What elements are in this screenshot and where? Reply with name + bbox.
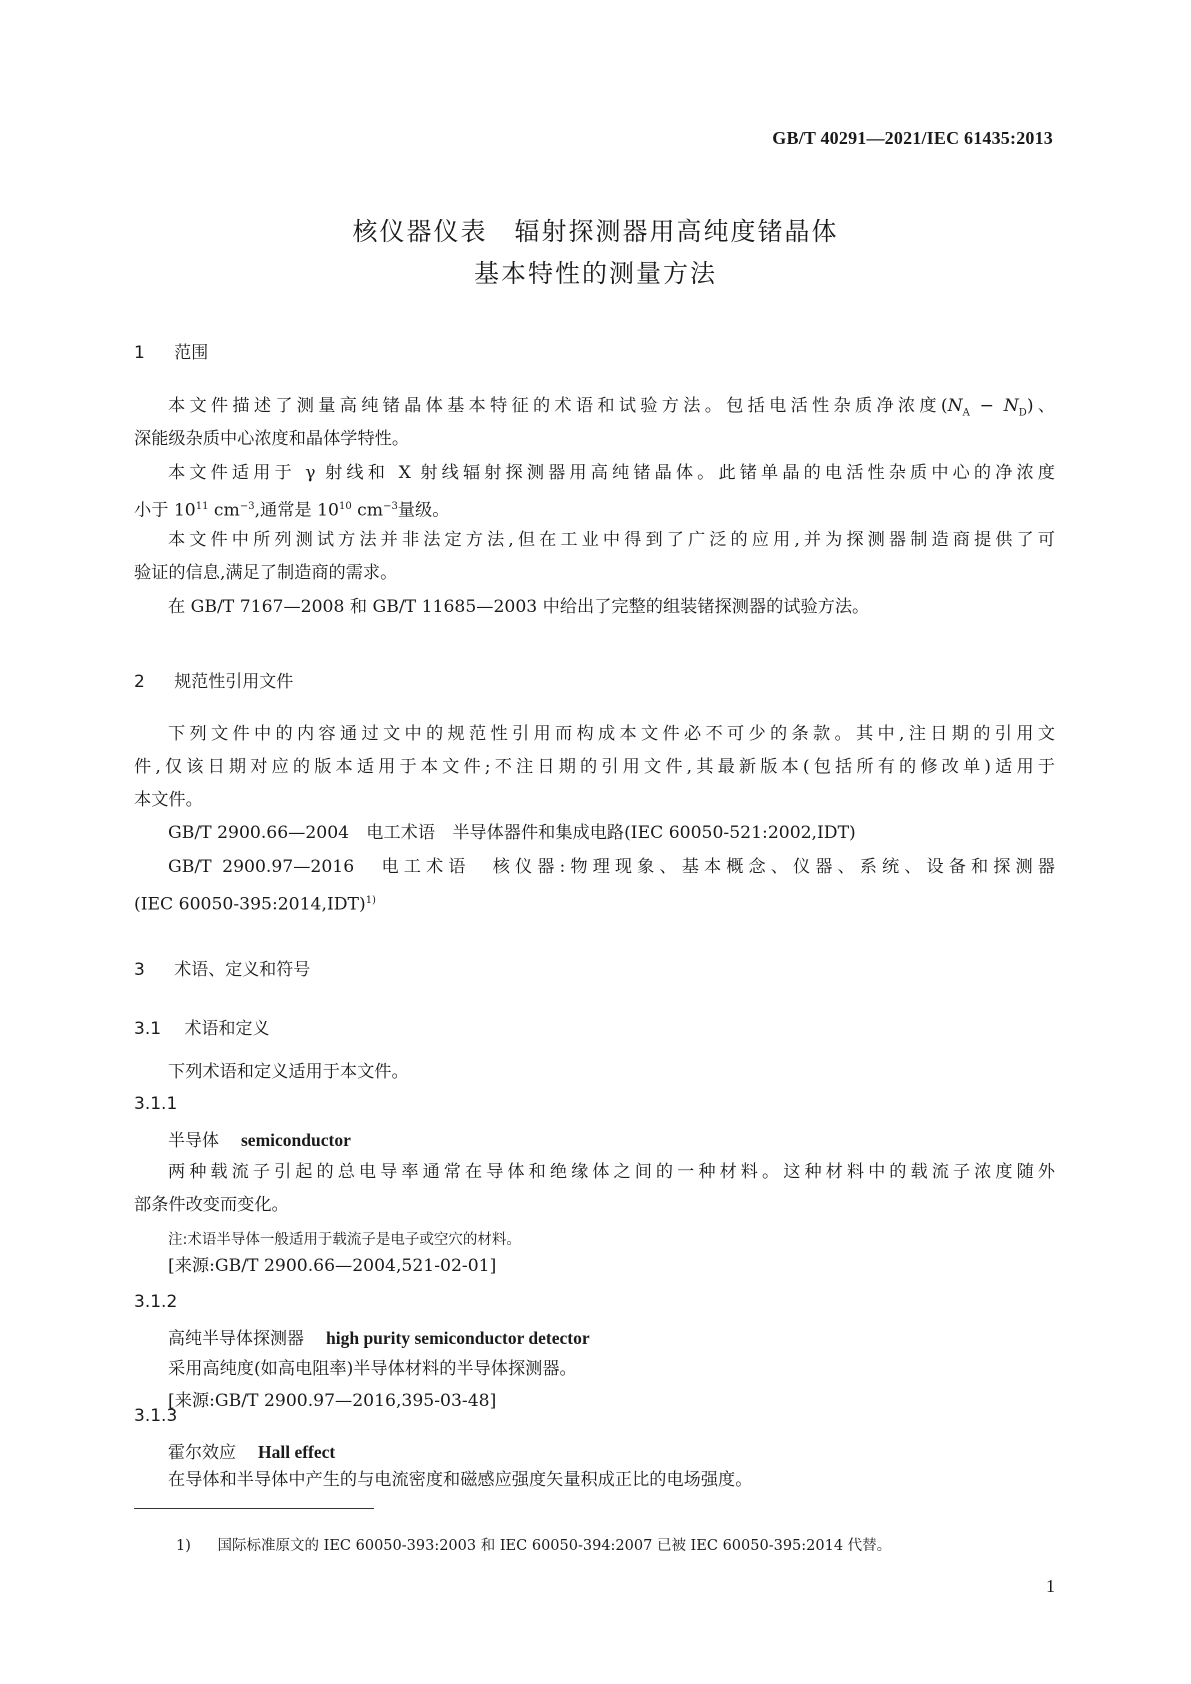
section-number: 3 bbox=[134, 960, 145, 980]
section-number: 1 bbox=[134, 343, 145, 363]
section-1-paragraph-2-line-2: 小于 $10^{11}$ $cm^{-3}$,通常是 $10^{10}$ $cm^{-3}$量级。 bbox=[134, 500, 450, 521]
footnote-separator bbox=[134, 1508, 374, 1509]
section-title: 规范性引用文件 bbox=[174, 672, 294, 692]
document-title-line2: 基本特性的测量方法 bbox=[473, 259, 717, 288]
section-title: 范围 bbox=[174, 343, 209, 363]
terms-intro: 下列术语和定义适用于本文件。 bbox=[168, 1062, 409, 1082]
section-1-paragraph-1-line-1: 本文件描述了测量高纯锗晶体基本特征的术语和试验方法。包括电活性杂质净浓度$(N_A - N_D)$、 bbox=[168, 396, 1055, 419]
section-2-heading bbox=[134, 667, 293, 692]
section-2-paragraph-line-1: 下列文件中的内容通过文中的规范性引用而构成本文件必不可少的条款。其中,注日期的引用文 bbox=[168, 724, 1055, 744]
term-3-1-3-number: 3.1.3 bbox=[134, 1406, 178, 1426]
term-3-1-3-definition: 在导体和半导体中产生的与电流密度和磁感应强度矢量积成正比的电场强度。 bbox=[168, 1470, 753, 1490]
term-3-1-2-title bbox=[168, 1324, 590, 1349]
normative-reference-1: GB/T 2900.66—2004 电工术语 半导体器件和集成电路(IEC 60050-521:2002,IDT) bbox=[168, 823, 856, 843]
term-3-1-1-number: 3.1.1 bbox=[134, 1094, 178, 1114]
term-3-1-1-title bbox=[168, 1126, 351, 1151]
normative-reference-2-line-2: (IEC 60050-395:2014,IDT)$^{1)}$ bbox=[134, 894, 376, 915]
subsection-number: 3.1 bbox=[134, 1019, 162, 1039]
standard-number: GB/T 40291—2021/IEC 61435:2013 bbox=[772, 128, 1053, 148]
term-3-1-2-number: 3.1.2 bbox=[134, 1292, 178, 1312]
term-english: semiconductor bbox=[241, 1130, 351, 1150]
note-label: 注: bbox=[168, 1232, 188, 1248]
section-1-paragraph-3-line-1: 本文件中所列测试方法并非法定方法,但在工业中得到了广泛的应用,并为探测器制造商提供了可 bbox=[168, 530, 1055, 550]
term-chinese: 半导体 bbox=[168, 1131, 219, 1151]
footnote-reference: 1) bbox=[365, 895, 376, 906]
footnote bbox=[176, 1534, 891, 1555]
section-1-heading bbox=[134, 338, 208, 363]
page-number: 1 bbox=[1046, 1576, 1055, 1596]
term-english: Hall effect bbox=[258, 1442, 336, 1462]
term-chinese: 高纯半导体探测器 bbox=[168, 1329, 304, 1349]
term-3-1-3-title bbox=[168, 1438, 335, 1463]
section-2-paragraph-line-3: 本文件。 bbox=[134, 790, 203, 810]
section-3-heading bbox=[134, 955, 310, 980]
term-3-1-2-source: [来源:GB/T 2900.97—2016,395-03-48] bbox=[168, 1391, 497, 1411]
term-3-1-1-definition-line-1: 两种载流子引起的总电导率通常在导体和绝缘体之间的一种材料。这种材料中的载流子浓度随外 bbox=[168, 1162, 1055, 1182]
subsection-title: 术语和定义 bbox=[184, 1019, 270, 1039]
normative-reference-2-line-1: GB/T 2900.97—2016 电工术语 核仪器:物理现象、基本概念、仪器、系统、设备和探测器 bbox=[168, 857, 1055, 877]
footnote-marker: 1) bbox=[176, 1538, 191, 1554]
section-title: 术语、定义和符号 bbox=[174, 960, 311, 980]
document-title-line1: 核仪器仪表 辐射探测器用高纯度锗晶体 bbox=[352, 217, 839, 246]
term-3-1-2-definition: 采用高纯度(如高电阻率)半导体材料的半导体探测器。 bbox=[168, 1359, 577, 1379]
term-3-1-1-note: 注:术语半导体一般适用于载流子是电子或空穴的材料。 bbox=[168, 1232, 521, 1248]
term-3-1-1-source: [来源:GB/T 2900.66—2004,521-02-01] bbox=[168, 1256, 497, 1276]
section-1-paragraph-4: 在 GB/T 7167—2008 和 GB/T 11685—2003 中给出了完整的组装锗探测器的试验方法。 bbox=[168, 597, 870, 617]
section-2-paragraph-line-2: 件,仅该日期对应的版本适用于本文件;不注日期的引用文件,其最新版本(包括所有的修改单)适用于 bbox=[134, 757, 1055, 777]
section-1-paragraph-3-line-2: 验证的信息,满足了制造商的需求。 bbox=[134, 563, 398, 583]
section-number: 2 bbox=[134, 672, 145, 692]
section-1-paragraph-2-line-1: 本文件适用于 γ 射线和 X 射线辐射探测器用高纯锗晶体。此锗单晶的电活性杂质中心的净浓度 bbox=[168, 463, 1055, 483]
term-chinese: 霍尔效应 bbox=[168, 1443, 236, 1463]
term-3-1-1-definition-line-2: 部条件改变而变化。 bbox=[134, 1195, 289, 1215]
footnote-text: 国际标准原文的 IEC 60050-393:2003 和 IEC 60050-394:2007 已被 IEC 60050-395:2014 代替。 bbox=[217, 1538, 892, 1554]
term-english: high purity semiconductor detector bbox=[326, 1328, 590, 1348]
section-1-paragraph-1-line-2: 深能级杂质中心浓度和晶体学特性。 bbox=[134, 429, 410, 449]
subsection-3-1-heading bbox=[134, 1014, 269, 1039]
